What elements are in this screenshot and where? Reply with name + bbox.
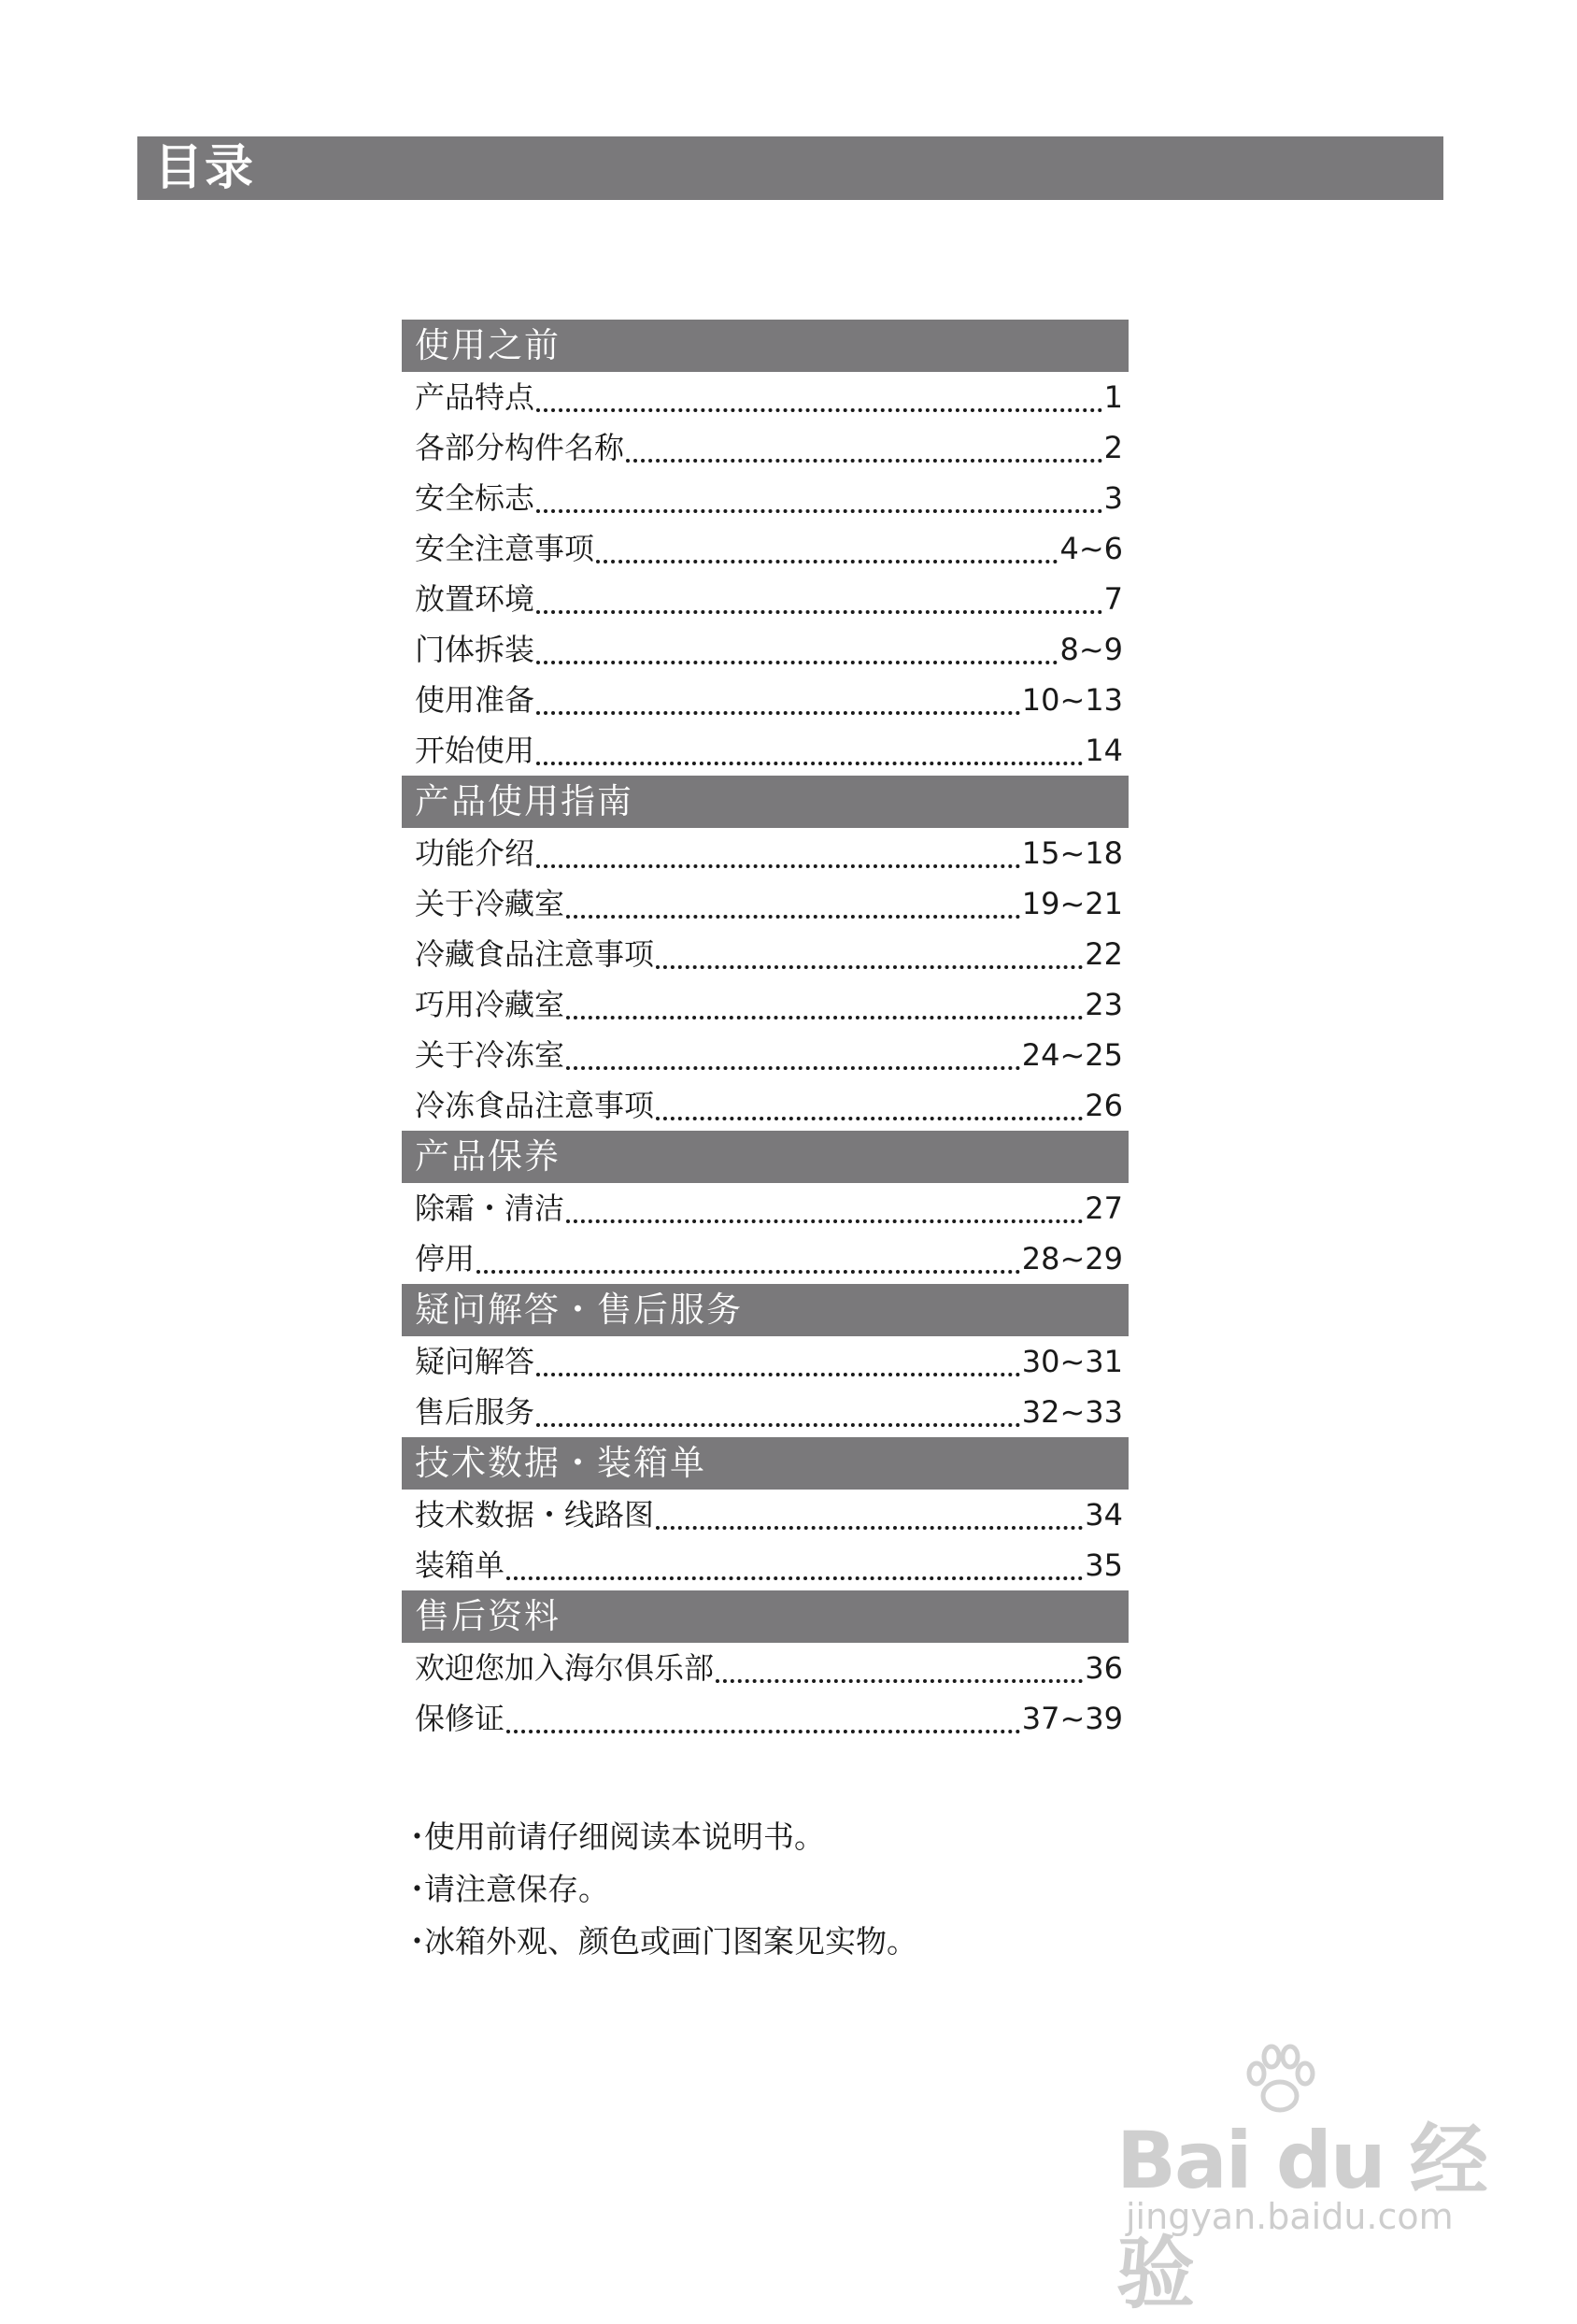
toc-entry-page: 14 — [1085, 733, 1123, 768]
toc-entry-label: 保修证 — [415, 1701, 505, 1736]
dot-leader — [566, 915, 1020, 919]
toc-entry-label: 放置环境 — [415, 581, 535, 617]
baidu-jingyan-watermark — [1116, 2042, 1509, 2319]
toc-entry-label: 巧用冷藏室 — [415, 987, 565, 1022]
toc-entry-label: 安全标志 — [415, 480, 535, 516]
toc-entry — [402, 1490, 1129, 1540]
toc-entry-label: 售后服务 — [415, 1394, 535, 1430]
toc-entry-page: 23 — [1085, 987, 1123, 1022]
toc-entry-page: 24~25 — [1021, 1037, 1123, 1073]
dot-leader — [536, 610, 1102, 614]
page-title: 目录 — [154, 140, 256, 196]
toc-entry-page: 36 — [1085, 1650, 1123, 1686]
dot-leader — [536, 864, 1020, 868]
toc-entry — [402, 1030, 1129, 1080]
toc-entry-label: 冷冻食品注意事项 — [415, 1088, 655, 1123]
toc-entry — [402, 473, 1129, 523]
toc-entry — [402, 878, 1129, 929]
toc-entry-page: 27 — [1085, 1191, 1123, 1226]
dot-leader — [536, 1423, 1020, 1427]
section-title: 使用之前 — [402, 320, 1129, 372]
toc-entry-page: 28~29 — [1021, 1241, 1123, 1276]
dot-leader — [536, 408, 1102, 412]
dot-leader — [566, 1219, 1083, 1223]
toc-entry — [402, 1336, 1129, 1387]
dot-leader — [536, 1373, 1020, 1376]
dot-leader — [716, 1679, 1083, 1683]
toc-entry-label: 停用 — [415, 1241, 476, 1276]
dot-leader — [626, 459, 1102, 463]
bullet-icon: ・ — [402, 1818, 433, 1855]
toc-entry-page: 32~33 — [1021, 1394, 1123, 1430]
toc-entry — [402, 979, 1129, 1030]
dot-leader — [656, 965, 1083, 969]
toc-section — [402, 320, 1129, 776]
toc-entry — [402, 624, 1129, 675]
toc-entry-label: 疑问解答 — [415, 1344, 535, 1379]
toc-entry-page: 30~31 — [1021, 1344, 1123, 1379]
toc-entry-page: 4~6 — [1059, 531, 1123, 566]
bullet-icon: ・ — [402, 1923, 433, 1960]
dot-leader — [536, 509, 1102, 513]
toc-section — [402, 1437, 1129, 1590]
toc-entry — [402, 372, 1129, 422]
toc-entry-label: 门体拆装 — [415, 632, 535, 667]
toc-entry-label: 产品特点 — [415, 379, 535, 415]
toc-entry-page: 15~18 — [1021, 835, 1123, 871]
dot-leader — [506, 1730, 1020, 1733]
dot-leader — [596, 560, 1058, 563]
toc-entry-label: 装箱单 — [415, 1547, 505, 1583]
dot-leader — [656, 1526, 1083, 1530]
watermark-logo: Bai du 经验 — [1116, 2115, 1486, 2319]
toc-entry — [402, 523, 1129, 574]
toc-entry — [402, 675, 1129, 725]
table-of-contents — [402, 320, 1129, 1744]
section-title: 售后资料 — [402, 1590, 1129, 1643]
toc-entry — [402, 574, 1129, 624]
toc-entry-page: 34 — [1085, 1497, 1123, 1533]
toc-entry-page: 7 — [1103, 581, 1123, 617]
note-text: 请注意保存。 — [424, 1871, 609, 1907]
dot-leader — [566, 1016, 1083, 1019]
toc-entry-label: 技术数据・线路图 — [415, 1497, 655, 1533]
section-title: 产品使用指南 — [402, 776, 1129, 828]
toc-entry-page: 2 — [1103, 430, 1123, 465]
toc-entry — [402, 1387, 1129, 1437]
toc-section — [402, 1590, 1129, 1744]
dot-leader — [566, 1066, 1020, 1070]
toc-entry-label: 除霜・清洁 — [415, 1191, 565, 1226]
toc-entry-label: 安全注意事项 — [415, 531, 595, 566]
dot-leader — [536, 711, 1020, 715]
toc-entry-label: 使用准备 — [415, 682, 535, 718]
toc-entry — [402, 828, 1129, 878]
note-text: 使用前请仔细阅读本说明书。 — [424, 1818, 825, 1855]
toc-entry-label: 关于冷藏室 — [415, 886, 565, 921]
page-header — [137, 136, 1443, 200]
toc-entry-page: 35 — [1085, 1547, 1123, 1583]
toc-section — [402, 776, 1129, 1131]
note-text: 冰箱外观、颜色或画门图案见实物。 — [424, 1923, 917, 1960]
toc-entry — [402, 1080, 1129, 1131]
toc-entry — [402, 1183, 1129, 1233]
toc-entry-label: 开始使用 — [415, 733, 535, 768]
toc-entry — [402, 1693, 1129, 1744]
toc-entry-label: 关于冷冻室 — [415, 1037, 565, 1073]
toc-entry-label: 功能介绍 — [415, 835, 535, 871]
dot-leader — [476, 1270, 1020, 1274]
toc-entry-page: 19~21 — [1021, 886, 1123, 921]
toc-entry — [402, 929, 1129, 979]
dot-leader — [536, 762, 1083, 765]
dot-leader — [536, 661, 1058, 664]
toc-entry-page: 22 — [1085, 936, 1123, 972]
section-title: 疑问解答・售后服务 — [402, 1284, 1129, 1336]
toc-entry-label: 欢迎您加入海尔俱乐部 — [415, 1650, 715, 1686]
note-item — [402, 1811, 1243, 1863]
section-title: 技术数据・装箱单 — [402, 1437, 1129, 1490]
toc-entry-page: 10~13 — [1021, 682, 1123, 718]
note-item — [402, 1863, 1243, 1916]
toc-entry-label: 各部分构件名称 — [415, 430, 625, 465]
toc-section — [402, 1131, 1129, 1284]
usage-notes — [402, 1811, 1243, 1968]
toc-entry — [402, 1233, 1129, 1284]
toc-entry-page: 37~39 — [1021, 1701, 1123, 1736]
watermark-url: jingyan.baidu.com — [1126, 2196, 1454, 2237]
toc-entry-page: 1 — [1103, 379, 1123, 415]
bullet-icon: ・ — [402, 1871, 433, 1907]
toc-entry-page: 3 — [1103, 480, 1123, 516]
section-title: 产品保养 — [402, 1131, 1129, 1183]
dot-leader — [656, 1117, 1083, 1120]
toc-entry — [402, 1643, 1129, 1693]
toc-section — [402, 1284, 1129, 1437]
dot-leader — [506, 1576, 1083, 1580]
toc-entry-page: 26 — [1085, 1088, 1123, 1123]
toc-entry — [402, 422, 1129, 473]
toc-entry — [402, 725, 1129, 776]
toc-entry-label: 冷藏食品注意事项 — [415, 936, 655, 972]
toc-entry — [402, 1540, 1129, 1590]
note-item — [402, 1916, 1243, 1968]
toc-entry-page: 8~9 — [1059, 632, 1123, 667]
